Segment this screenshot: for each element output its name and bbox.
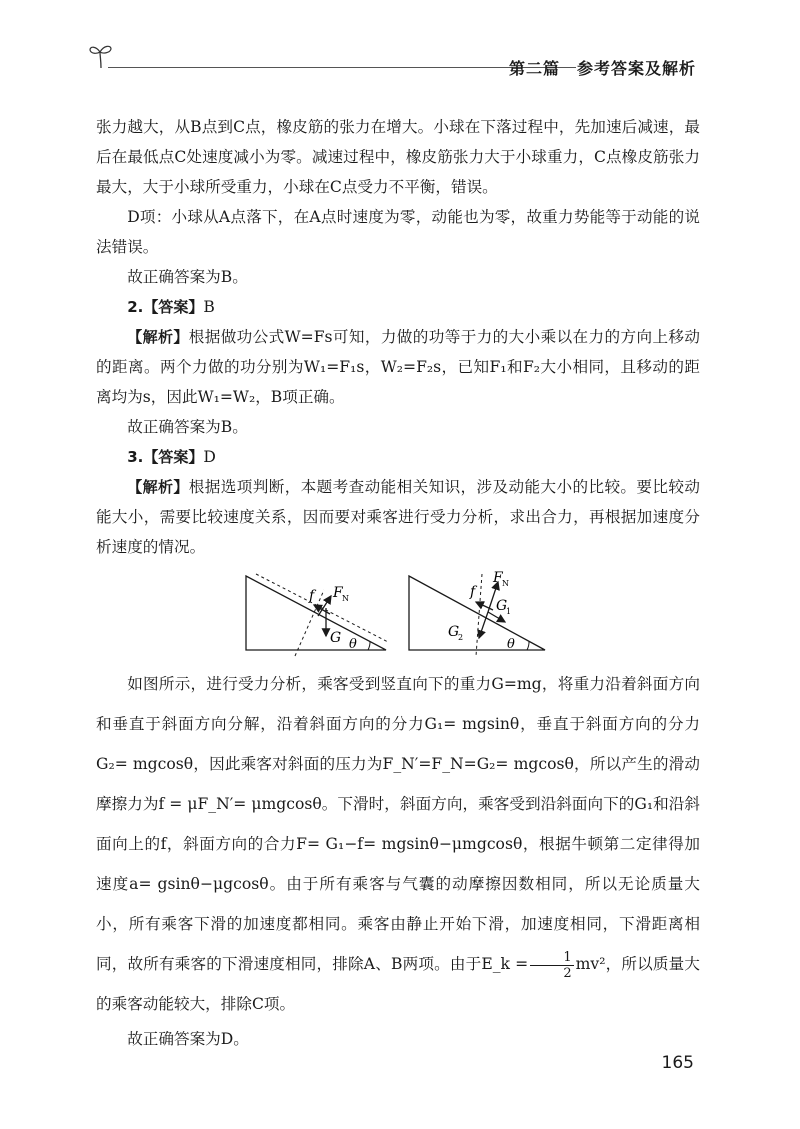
analysis-body-text-q3: 如图所示，进行受力分析，乘客受到竖直向下的重力G=mg，将重力沿着斜面方向和垂直于斜面方向分解，沿着斜面方向的分力G₁= mgsinθ，垂直于斜面方向的分力G₂= mgcosθ，因此乘客对斜面的压力为F_N′=F_N=G₂= mgcosθ，所以产生的滑动摩擦力为f = μF_N′= μmgcosθ。下滑时，斜面方向，乘客受到沿斜面向下的G₁和沿斜面向上的f，斜面方向的合力F= G₁−f= mgsinθ−μmgcosθ，根据牛顿第二定律得加速度a= gsinθ−μgcosθ。由于所有乘客与气囊的动摩擦因数相同，所以无论质量大小，所有乘客下滑的加速度都相同。乘客由静止开始下滑，加速度相同，下滑距离相同，故所有乘客的下滑速度相同，排除A、B两项。由于 — [96, 675, 700, 973]
analysis-label-q2: 【解析】 — [127, 328, 189, 346]
label-left-theta: θ — [349, 637, 357, 652]
label-left-f: f — [309, 588, 315, 604]
answer-label-q2: 2.【答案】 — [127, 298, 204, 316]
answer-label-q3: 3.【答案】 — [127, 448, 204, 466]
analysis-body-q3 — [96, 664, 700, 1024]
header-title: 第二篇 参考答案及解析 — [508, 59, 696, 78]
answer-value-q3: D — [203, 448, 216, 466]
label-right-g1-sub: 1 — [506, 607, 512, 616]
label-left-fn-sub: N — [342, 594, 349, 603]
answer-value-q2: B — [203, 298, 215, 316]
sprout-icon — [88, 40, 114, 70]
page-content — [96, 112, 700, 1054]
label-right-g2-sub: 2 — [458, 633, 464, 642]
answer-q3 — [96, 442, 700, 472]
conclusion-q1: 故正确答案为B。 — [127, 268, 248, 286]
page-header — [88, 40, 700, 80]
ek-fraction — [530, 950, 573, 981]
label-right-g1: G — [496, 598, 508, 614]
answer-q2 — [96, 292, 700, 322]
label-right-f: f — [470, 584, 476, 600]
conclusion-q2: 故正确答案为B。 — [127, 418, 248, 436]
ek-formula-lhs: E_k = — [481, 955, 529, 973]
paragraph-option-d: D项：小球从A点落下，在A点时速度为零，动能也为零，故重力势能等于动能的说法错误。 — [96, 208, 700, 256]
label-right-theta: θ — [507, 637, 515, 652]
analysis-q3 — [96, 472, 700, 562]
incline-left — [246, 574, 388, 656]
header-rule — [108, 67, 576, 68]
label-left-g: G — [330, 630, 342, 646]
label-right-fn-sub: N — [502, 579, 509, 588]
paragraph-continuation: 张力越大，从B点到C点，橡皮筋的张力在增大。小球在下落过程中，先加速后减速，最后在最低点C处速度减小为零。减速过程中，橡皮筋张力大于小球重力，C点橡皮筋张力最大，大于小球所受重力，小球在C点受力不平衡，错误。 — [96, 118, 700, 196]
analysis-text-q3: 根据选项判断，本题考查动能相关知识，涉及动能大小的比较。要比较动能大小，需要比较速度关系，因而要对乘客进行受力分析，求出合力，再根据加速度分析速度的情况。 — [96, 478, 700, 556]
label-left-fn: F — [333, 585, 343, 601]
analysis-label-q3: 【解析】 — [127, 478, 189, 496]
analysis-q2 — [96, 322, 700, 412]
incline-right — [409, 570, 545, 656]
ek-formula-rhs: mv² — [575, 955, 606, 973]
force-diagram — [96, 570, 700, 658]
analysis-text-q2: 根据做功公式W=Fs可知，力做的功等于力的大小乘以在力的方向上移动的距离。两个力做的功分别为W₁=F₁s，W₂=F₂s，已知F₁和F₂大小相同，且移动的距离均为s，因此W₁=W₂，B项正确。 — [96, 328, 700, 406]
ek-fraction-numerator: 1 — [530, 950, 573, 966]
conclusion-q3: 故正确答案为D。 — [127, 1030, 249, 1048]
page-number: 165 — [661, 1053, 694, 1073]
label-right-fn: F — [493, 570, 503, 586]
analysis-body-end-q3: ，所以质量大的乘客动能较大，排除C项。 — [96, 955, 700, 1013]
label-right-g2: G — [448, 624, 460, 640]
ek-fraction-denominator: 2 — [563, 965, 572, 981]
